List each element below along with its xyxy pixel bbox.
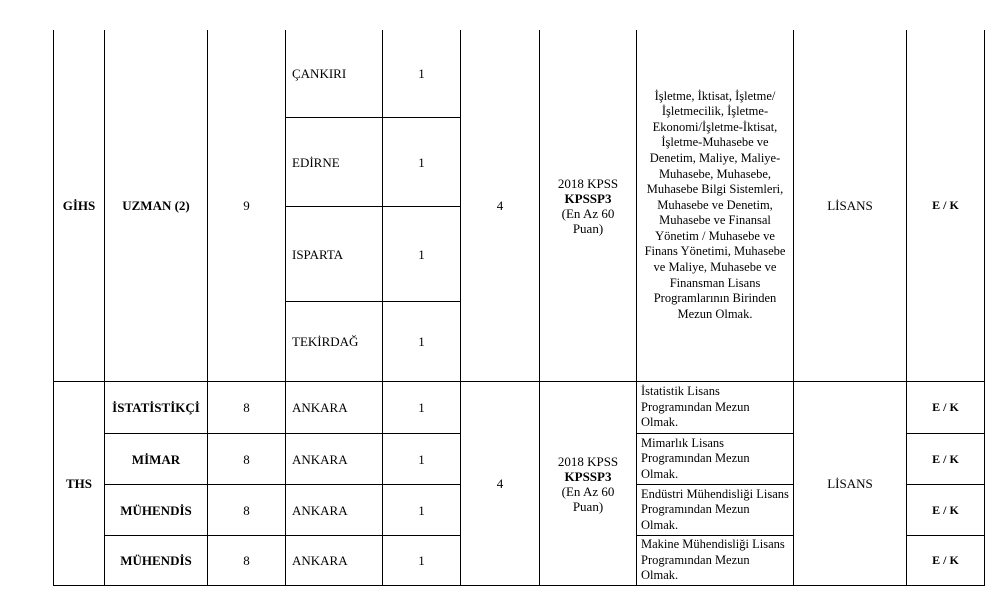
count-cell: 1 [418,400,425,415]
code-cell: 8 [243,502,250,518]
exam-year: 2018 KPSS [557,175,619,191]
title-cell: MÜHENDİS [120,553,192,568]
city-cell: ÇANKIRI [292,66,347,81]
exam-score-type: KPSSP3 [564,190,612,206]
code-cell: 8 [243,553,250,568]
gender-cell: E / K [932,553,959,567]
city-cell: ANKARA [292,553,348,568]
title-cell: UZMAN (2) [122,198,190,213]
education-cell: LİSANS [827,476,873,491]
city-cell: ANKARA [292,502,348,518]
city-cell: ISPARTA [292,246,344,262]
gender-cell: E / K [932,451,959,466]
total-cell: 4 [496,476,504,491]
count-cell: 1 [418,246,425,262]
requirement-cell: Makine Mühendisliği Lisans Programından Mezun Olmak. [641,537,785,583]
exam-min-score: (En Az 60 Puan) [561,483,615,514]
table-border [53,585,985,586]
title-cell: MÜHENDİS [120,502,192,518]
gender-cell: E / K [932,400,959,414]
city-cell: EDİRNE [292,154,340,170]
exam-year: 2018 KPSS [557,453,619,469]
count-cell: 1 [418,553,425,568]
requirement-cell [637,30,793,381]
total-cell: 4 [496,198,504,213]
title-cell: MİMAR [131,451,181,467]
code-cell: 9 [243,198,250,213]
exam-min-score: (En Az 60 Puan) [561,205,615,236]
count-cell: 1 [418,451,425,467]
unit-cell: GİHS [62,198,96,213]
exam-cell [540,30,636,381]
code-cell: 8 [243,400,250,415]
count-cell: 1 [418,66,425,81]
city-cell: TEKİRDAĞ [292,334,359,349]
requirement-cell: Endüstri Mühendisliği Lisans Programından Mezun Olmak. [641,486,789,532]
requirement-text: İşletme, İktisat, İşletme/İşletmecilik, İşletme-Ekonomi/İşletme-İktisat, İşletme-Muhasebe ve Denetim, Maliye, Maliye-Muhasebe, Muhasebe, Muhasebe Bilgi Sistemleri, Muhasebe ve Denetim, Muhasebe ve Finansal Yönetim / Muhasebe ve Finans Yönetimi, Muhasebe ve Maliye, Muhasebe ve Finansman Lisans Programlarının Birinden Mezun Olmak. [644,88,786,321]
table-border [984,30,985,586]
unit-cell: THS [65,476,92,491]
exam-cell [540,382,636,585]
city-cell: ANKARA [292,451,348,467]
count-cell: 1 [418,502,425,518]
requirement-cell: İstatistik Lisans Programından Mezun Olmak. [641,384,750,430]
gender-cell: E / K [932,502,959,517]
city-cell: ANKARA [292,400,348,415]
education-cell: LİSANS [827,198,873,213]
count-cell: 1 [418,334,425,349]
exam-score-type: KPSSP3 [564,468,612,484]
count-cell: 1 [418,154,425,170]
code-cell: 8 [243,451,250,467]
title-cell: İSTATİSTİKÇİ [112,400,200,415]
gender-cell: E / K [932,198,959,212]
requirement-cell: Mimarlık Lisans Programından Mezun Olmak. [641,435,750,481]
